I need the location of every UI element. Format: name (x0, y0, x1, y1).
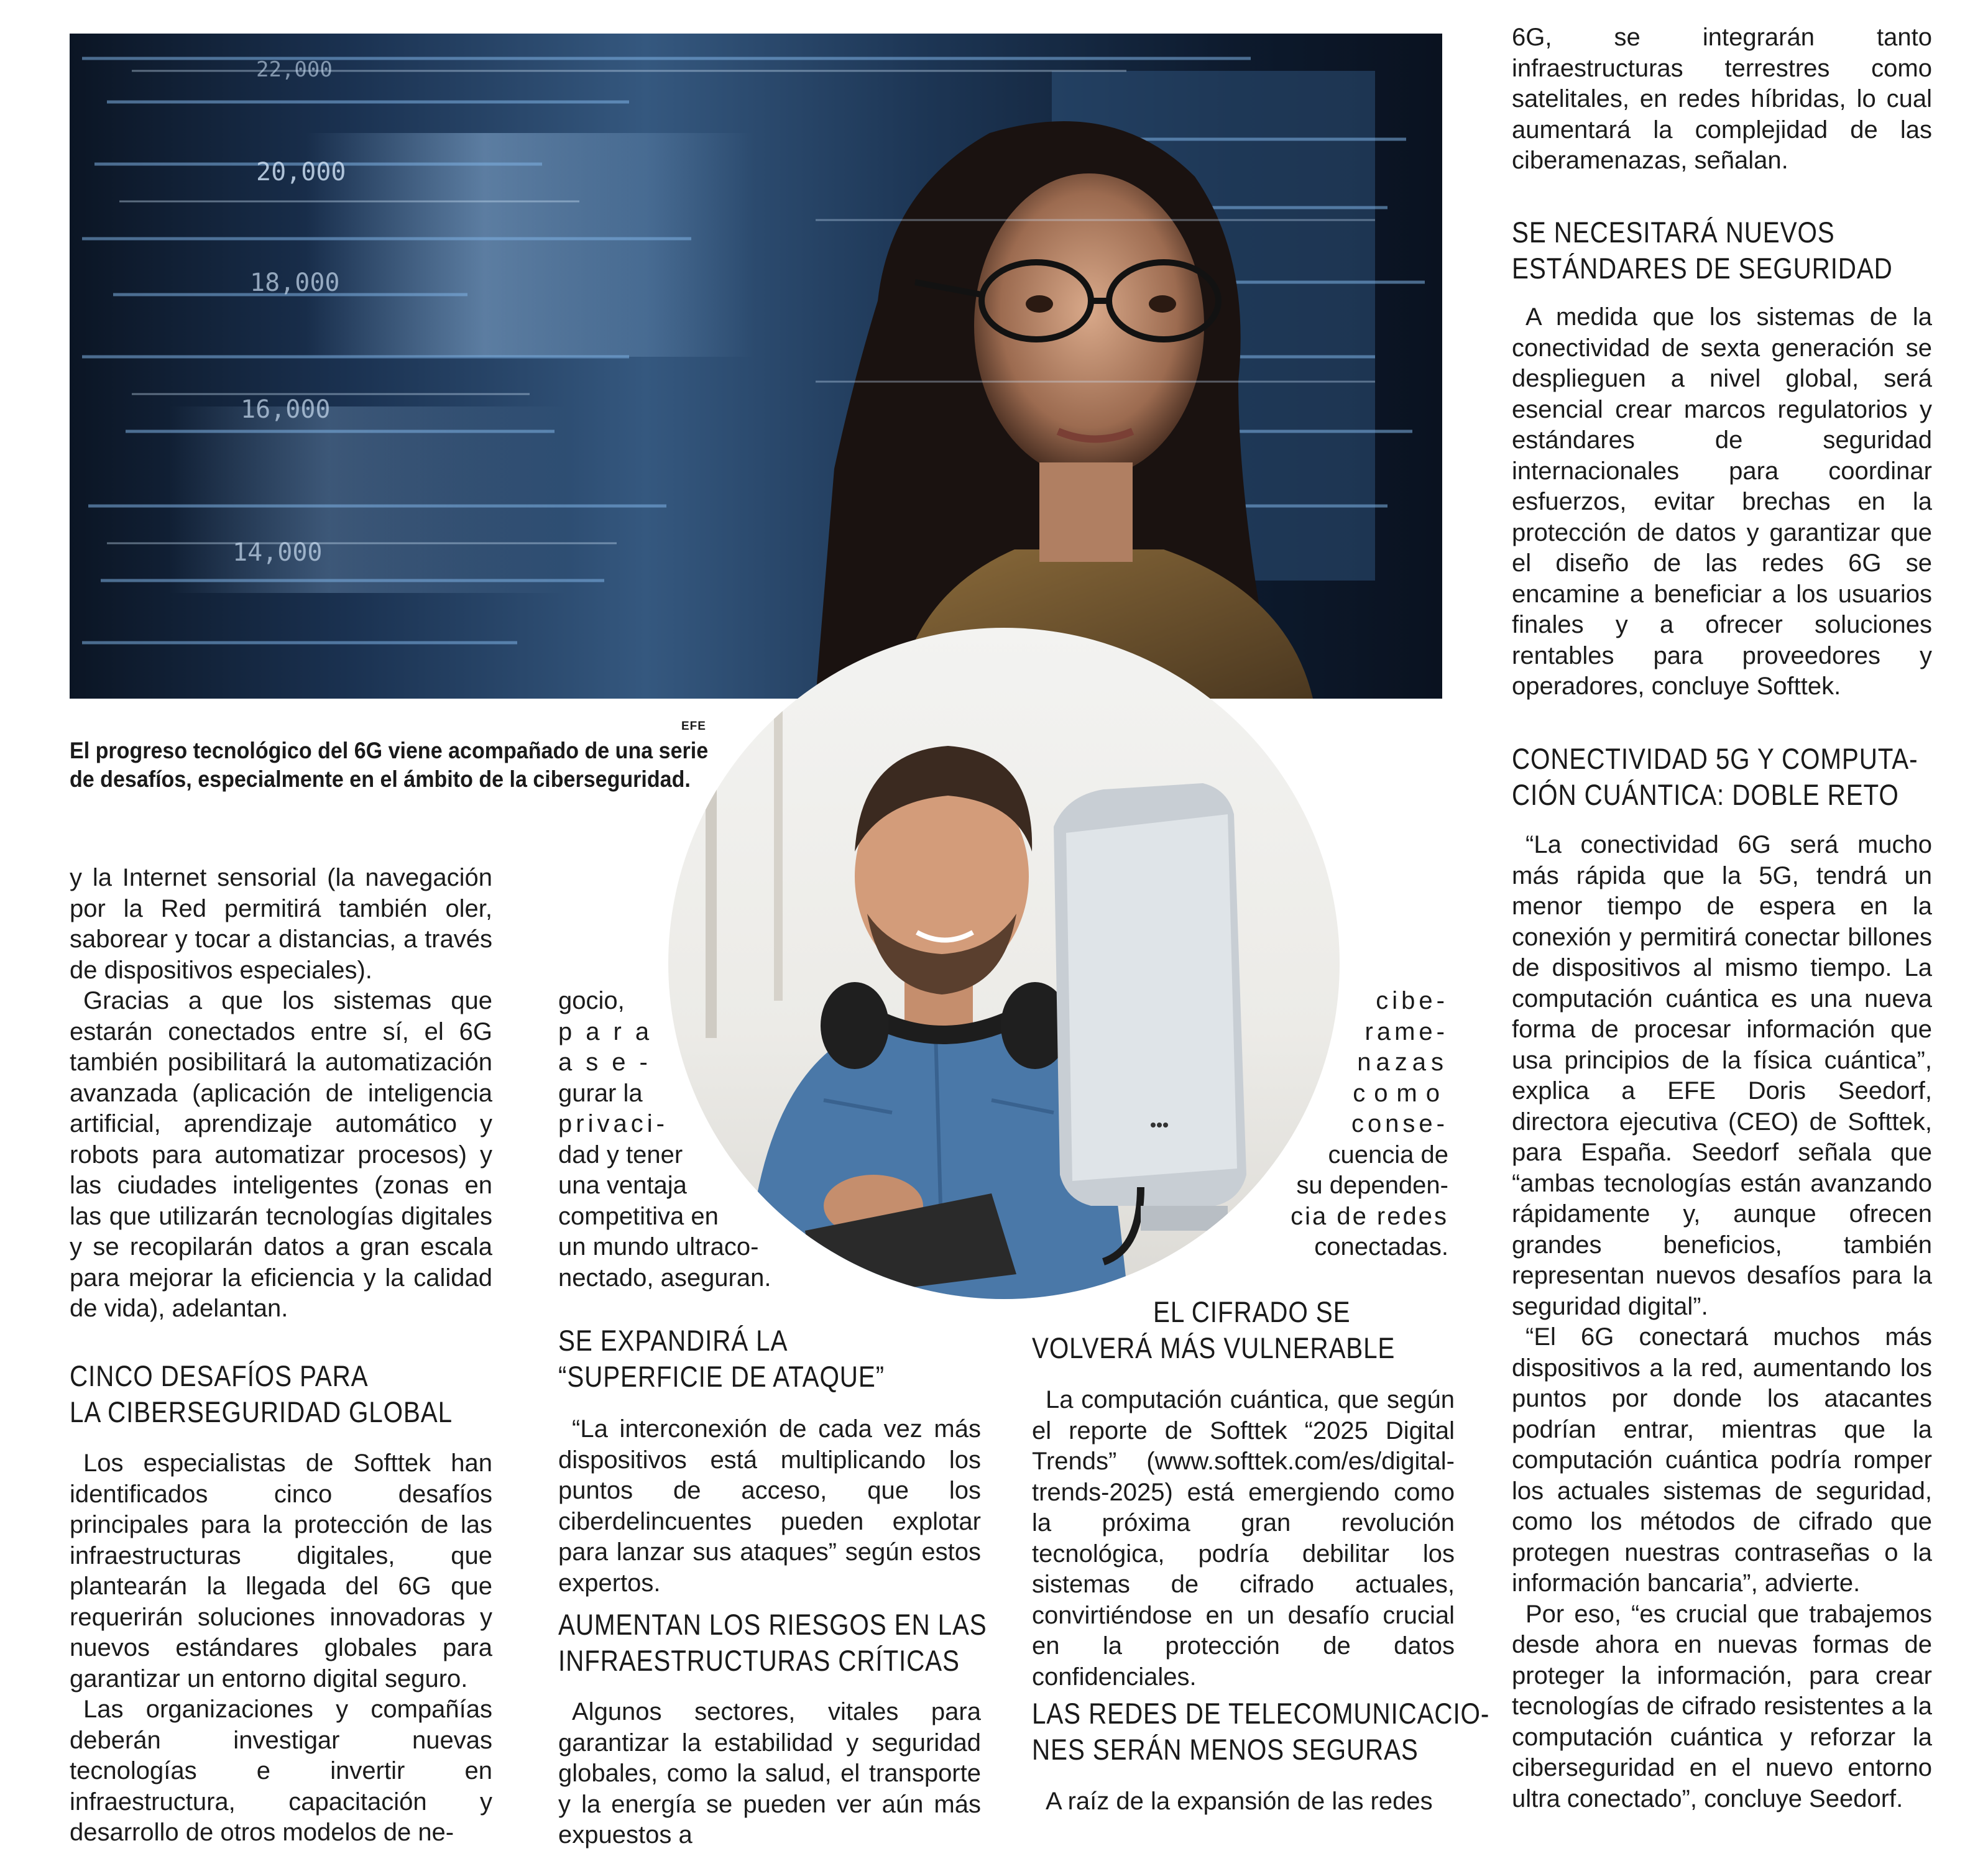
column-4-body (1512, 830, 1932, 1814)
paragraph: Las organizaciones y compañías deberán investigar nuevas tecnologías e invertir en infraestructura, capacitación y desarrollo de otros modelos de ne- (70, 1696, 492, 1846)
paragraph: 6G, se integrarán tanto infraestructuras terrestres como satelitales, en redes híbridas, lo cual aumentará la complejidad de las ciberamenazas, señalan. (1512, 24, 1932, 174)
paragraph: Por eso, “es crucial que trabajemos desde ahora en nuevas formas de proteger la información, para crear tecnologías de cifrado resistentes a la computación cuántica y reforzar la ciberseguridad en el nuevo entorno ultra conectado”, concluye Seedorf. (1512, 1600, 1932, 1812)
man-at-computer-illustration (668, 628, 1340, 1299)
wrap-line: ase- (558, 1049, 661, 1076)
wrap-line: cuencia de (1328, 1141, 1448, 1169)
section-heading (1032, 1696, 1564, 1768)
heading-line: CINCO DESAFÍOS PARA (70, 1359, 369, 1392)
wrap-line: nectado, aseguran. (558, 1264, 771, 1292)
column-3 (1032, 1385, 1455, 1693)
wrap-line: competitiva en (558, 1202, 719, 1230)
column-4 (1512, 22, 1932, 177)
column-3-continued (1032, 1786, 1455, 1817)
heading-line: “SUPERFICIE DE ATAQUE” (558, 1360, 885, 1393)
hero-screen-number: 14,000 (232, 538, 323, 567)
wrap-line: un mundo ultraco- (558, 1233, 759, 1261)
hero-photo (70, 34, 1442, 699)
column-2-continued (558, 1697, 981, 1851)
hero-illustration (70, 34, 1442, 699)
section-heading (1032, 1294, 1455, 1366)
column-1-continued (70, 1448, 492, 1849)
heading-line: CONECTIVIDAD 5G Y COMPUTA- (1512, 742, 1918, 775)
section-heading (1512, 741, 1984, 813)
wrap-line: su dependen- (1296, 1172, 1448, 1199)
heading-line: ESTÁNDARES DE SEGURIDAD (1512, 252, 1893, 285)
photo-caption (70, 737, 708, 794)
heading-line: VOLVERÁ MÁS VULNERABLE (1032, 1331, 1396, 1364)
paragraph: “El 6G conectará muchos más dispositivos a la red, aumentando los puntos por donde los atacantes podrían entrar, mientras que la computación cuántica podría romper los actuales sistemas de seguridad, como los métodos de cifrado que protegen nuestras contraseñas o la información bancaria”, advierte. (1512, 1323, 1932, 1597)
column-4-continued (1512, 302, 1932, 702)
heading-line: AUMENTAN LOS RIESGOS EN LAS (558, 1608, 987, 1641)
hero-screen-number: 18,000 (250, 269, 340, 297)
section-heading (558, 1607, 1057, 1679)
caption-line: El progreso tecnológico del 6G viene acompañado de una serie (70, 738, 709, 763)
column-2 (558, 1414, 981, 1599)
wrap-line: nazas (1357, 1049, 1448, 1076)
wrap-line: para (558, 1017, 663, 1045)
wrap-line: gocio, (558, 987, 625, 1014)
paragraph: Gracias a que los sistemas que estarán conectados entre sí, el 6G también posibilitará la automatización avanzada (aplicación de inteligencia artificial, aprendizaje automático y robots para automatizar procesos) y las ciudades inteligentes (zonas en las que utilizarán tecnologías digitales y se recopilarán datos a gran escala para mejorar la eficiencia y la calidad de vida), adelantan. (70, 987, 492, 1322)
hero-screen-number: 20,000 (256, 158, 346, 186)
wrap-line: privaci- (558, 1110, 668, 1137)
paragraph: y la Internet sensorial (la navegación por la Red permitirá también oler, saborear y tocar a distancias, a través de dispositivos especiales). (70, 864, 492, 984)
wrap-line: cia de redes (1291, 1202, 1448, 1230)
wrap-line: como (1353, 1079, 1448, 1107)
caption-line: de desafíos, especialmente en el ámbito de la ciberseguridad. (70, 766, 691, 792)
paragraph: Los especialistas de Softtek han identificados cinco desafíos principales para la protección de las infraestructuras digitales, que plantearán la llegada del 6G que requerirán soluciones innovadoras y nuevos estándares globales para garantizar un entorno digital seguro. (70, 1449, 492, 1693)
paragraph: A medida que los sistemas de la conectividad de sexta generación se desplieguen a nivel global, será esencial crear marcos regulatorios y estándares de seguridad internacionales para coordinar esfuerzos, evitar brechas en la protección de datos y garantizar que el diseño de las redes 6G se encamine a beneficiar a los usuarios finales y a ofrecer soluciones rentables para proveedores y operadores, concluye Softtek. (1512, 303, 1932, 700)
heading-line: SE EXPANDIRÁ LA (558, 1324, 788, 1357)
section-heading (70, 1358, 515, 1430)
wrap-line: una ventaja (558, 1172, 687, 1199)
wrap-line: conectadas. (1314, 1233, 1448, 1261)
section-heading (1512, 214, 1954, 287)
heading-line: INFRAESTRUCTURAS CRÍTICAS (558, 1644, 960, 1677)
heading-line: LA CIBERSEGURIDAD GLOBAL (70, 1395, 453, 1428)
paragraph: “La conectividad 6G será mucho más rápida que la 5G, tendrá un menor tiempo de espera en la conexión y permitirá conectar billones de dispositivos al mismo tiempo. La computación cuántica es una nueva forma de procesar información que usa principios de la física cuántica”, explica a EFE Doris Seedorf, directora ejecutiva (CEO) de Softtek, para España. Seedorf señala que “ambas tecnologías están avanzando rápidamente y, aunque ofrecen grandes beneficios, también representan nuevos desafíos para la seguridad digital”. (1512, 831, 1932, 1320)
paragraph: Algunos sectores, vitales para garantizar la estabilidad y seguridad globales, como la salud, el transporte y la energía se pueden ver aún más expuestos a (558, 1698, 981, 1849)
hero-screen-number: 22,000 (256, 57, 333, 82)
heading-line: SE NECESITARÁ NUEVOS (1512, 216, 1835, 249)
wrap-line: rame- (1364, 1017, 1448, 1045)
photo-credit: EFE (681, 720, 706, 733)
wrap-line: gurar la (558, 1079, 643, 1107)
heading-line: LAS REDES DE TELECOMUNICACIO- (1032, 1697, 1490, 1730)
heading-line: CIÓN CUÁNTICA: DOBLE RETO (1512, 778, 1899, 811)
paragraph: “La interconexión de cada vez más dispositivos está multiplicando los puntos de acceso, que los ciberdelincuentes pueden explotar para lanzar sus ataques” según estos expertos. (558, 1415, 981, 1597)
wrap-line: dad y tener (558, 1141, 683, 1169)
hero-screen-number: 16,000 (241, 395, 331, 424)
paragraph: A raíz de la expansión de las redes (1046, 1788, 1433, 1815)
wrap-line: cibe- (1376, 987, 1448, 1014)
section-heading (558, 1323, 937, 1395)
heading-line: NES SERÁN MENOS SEGURAS (1032, 1733, 1419, 1766)
paragraph: La computación cuántica, que según el reporte de Softtek “2025 Digital Trends” (www.softtek.com/es/digital-trends-2025) está emergiendo como la próxima gran revolución tecnológica, podría debilitar los sistemas de cifrado actuales, convirtiéndose en un desafío crucial en la protección de datos confidenciales. (1032, 1386, 1455, 1691)
wrap-line: conse- (1351, 1110, 1448, 1137)
heading-line: EL CIFRADO SE (1153, 1295, 1351, 1328)
column-1 (70, 863, 492, 1325)
circle-photo (668, 628, 1340, 1299)
